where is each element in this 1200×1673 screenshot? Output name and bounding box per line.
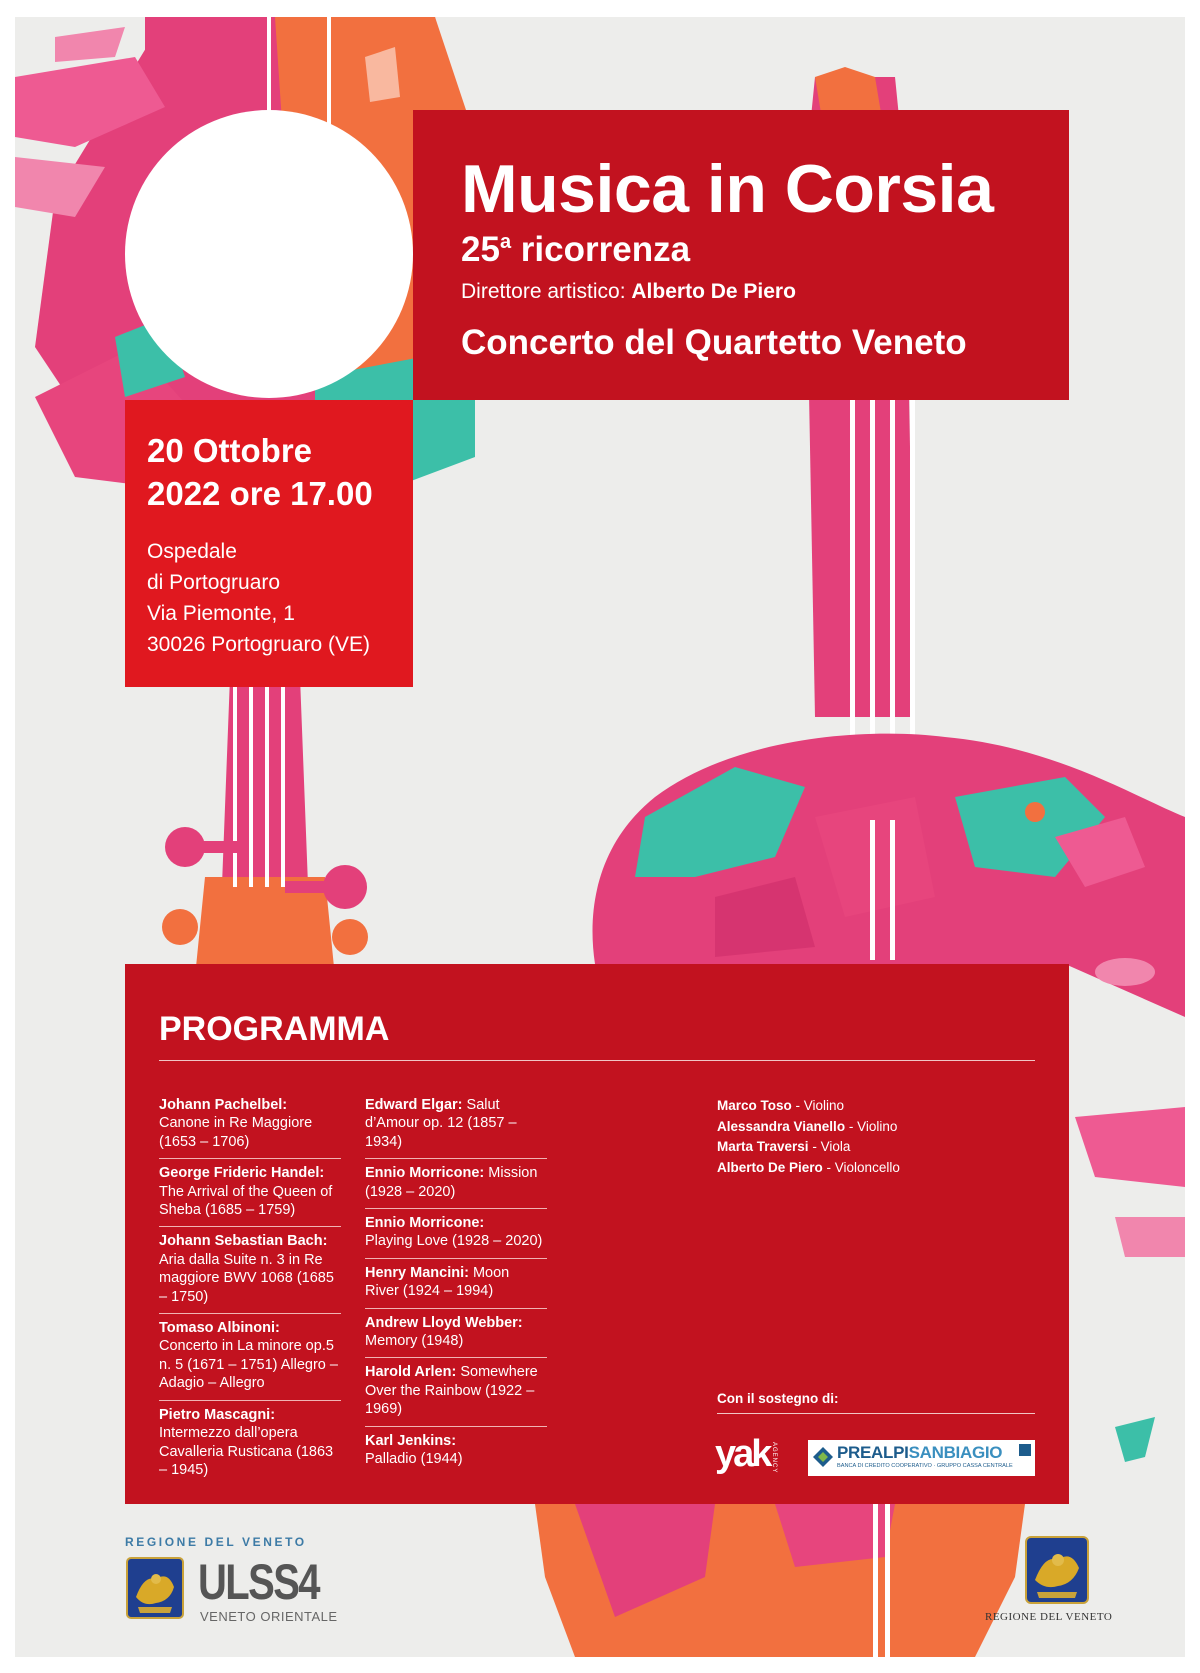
performer: Alessandra Vianello - Violino (717, 1118, 898, 1134)
work: Memory (1948) (365, 1333, 464, 1350)
event-date (147, 429, 373, 515)
composer: Ennio Morricone: (365, 1215, 485, 1232)
work: The Arrival of the Queen of Sheba (1685 – 1759) (159, 1183, 333, 1219)
prealpi-name-a: PREALPI (837, 1443, 909, 1462)
yak-agency-logo (715, 1434, 785, 1482)
work: Somewhere Over the Rainbow (1922 – 1969) (365, 1364, 538, 1418)
composer: Johann Pachelbel: (159, 1097, 288, 1113)
work: Concerto in La minore op.5 n. 5 (1671 – 1751) Allegro – Adagio – Allegro (159, 1338, 338, 1392)
director-name: Alberto De Piero (631, 280, 796, 303)
programme-entry (365, 1164, 547, 1209)
lion-crest-icon (1025, 1536, 1089, 1604)
performer: Marco Toso - Violino (717, 1098, 845, 1113)
programme-entry (365, 1432, 547, 1476)
composer: Edward Elgar: (365, 1097, 463, 1113)
support-divider (717, 1413, 1035, 1414)
work: Palladio (1944) (365, 1451, 463, 1468)
performer: Marta Traversi - Viola (717, 1139, 851, 1154)
work: Mission (1928 – 2020) (365, 1165, 538, 1200)
date-line-1: 20 Ottobre (147, 432, 313, 469)
venue-address (147, 536, 370, 660)
programme-entry (159, 1232, 341, 1314)
composer: Ennio Morricone: (365, 1165, 485, 1182)
programme-column-2 (365, 1096, 547, 1481)
anniversary (461, 230, 690, 270)
programme-entry (159, 1096, 341, 1159)
programme-entry (159, 1319, 341, 1401)
ulss-subtitle: VENETO ORIENTALE (200, 1609, 338, 1624)
yak-subtitle: AGENCY (771, 1442, 777, 1474)
performer-role: Violino (857, 1118, 898, 1134)
performer: Alberto De Piero - Violoncello (717, 1159, 900, 1175)
programme-title: PROGRAMMA (159, 1010, 390, 1048)
performer-role: Violino (803, 1098, 845, 1113)
performer-role: Violoncello (834, 1159, 900, 1175)
ulss-logo: ULSS4 (198, 1554, 319, 1610)
poster (15, 17, 1185, 1657)
director-label: Direttore artistico: (461, 280, 626, 303)
composer: Andrew Lloyd Webber: (365, 1314, 523, 1331)
prealpi-name-b: SANBIAGIO (908, 1443, 1003, 1462)
address-line: di Portogruaro (147, 571, 281, 594)
white-circle (125, 110, 413, 398)
work: Salut d’Amour op. 12 (1857 – 1934) (365, 1097, 517, 1150)
work: Playing Love (1928 – 2020) (365, 1233, 543, 1250)
performer-name: Alessandra Vianello (717, 1118, 846, 1134)
programme-entry (365, 1264, 547, 1309)
prealpi-subtitle: BANCA DI CREDITO COOPERATIVO · GRUPPO CASSA CENTRALE (837, 1463, 1013, 1469)
prealpi-name (837, 1443, 1002, 1463)
prealpi-logo-icon (812, 1446, 834, 1468)
prealpi-corner-mark (1019, 1444, 1031, 1456)
performer-name: Marta Traversi (717, 1139, 809, 1154)
composer: Henry Mancini: (365, 1264, 469, 1281)
address-line: Ospedale (147, 540, 237, 563)
programme-entry (365, 1096, 547, 1159)
support-label: Con il sostegno di: (717, 1391, 839, 1406)
prealpi-sanbiagio-logo (808, 1440, 1035, 1476)
performer-name: Marco Toso (717, 1098, 792, 1113)
address-line: Via Piemonte, 1 (147, 602, 295, 625)
programme-entry (365, 1214, 547, 1259)
composer: Pietro Mascagni: (159, 1406, 276, 1423)
composer: Johann Sebastian Bach: (159, 1233, 328, 1250)
anniversary-word: ricorrenza (520, 230, 691, 269)
programme-entry (365, 1363, 547, 1426)
artistic-director (461, 280, 796, 304)
performer-role: Viola (820, 1139, 851, 1154)
yak-wordmark: yak (715, 1433, 770, 1475)
programme-entry (159, 1164, 341, 1227)
programme-divider (159, 1060, 1035, 1061)
work: Canone in Re Maggiore (1653 – 1706) (159, 1115, 313, 1150)
lion-crest-icon (126, 1557, 184, 1619)
concert-title: Concerto del Quartetto Veneto (461, 323, 967, 362)
performers-list (717, 1096, 900, 1178)
event-title: Musica in Corsia (461, 151, 994, 227)
regione-label: REGIONE DEL VENETO (125, 1535, 307, 1549)
programme-entry (365, 1314, 547, 1359)
anniversary-number: 25 (461, 230, 500, 269)
regione-right-label: REGIONE DEL VENETO (985, 1611, 1113, 1623)
composer: George Frideric Handel: (159, 1165, 325, 1182)
performer-name: Alberto De Piero (717, 1159, 823, 1175)
title-box (413, 110, 1069, 400)
programme-box (125, 964, 1069, 1504)
programme-entry (159, 1406, 341, 1487)
anniversary-ordinal: a (499, 231, 512, 253)
work: Aria dalla Suite n. 3 in Re maggiore BWV 1068 (1685 – 1750) (159, 1251, 334, 1305)
date-box (125, 400, 413, 687)
work: Intermezzo dall’opera Cavalleria Rusticana (1863 – 1945) (159, 1425, 334, 1478)
composer: Harold Arlen: (365, 1364, 457, 1381)
composer: Karl Jenkins: (365, 1432, 457, 1449)
work: Moon River (1924 – 1994) (365, 1264, 510, 1300)
address-line: 30026 Portogruaro (VE) (147, 633, 370, 656)
programme-column-1 (159, 1096, 341, 1491)
composer: Tomaso Albinoni: (159, 1320, 280, 1337)
date-line-2: 2022 ore 17.00 (147, 475, 373, 512)
